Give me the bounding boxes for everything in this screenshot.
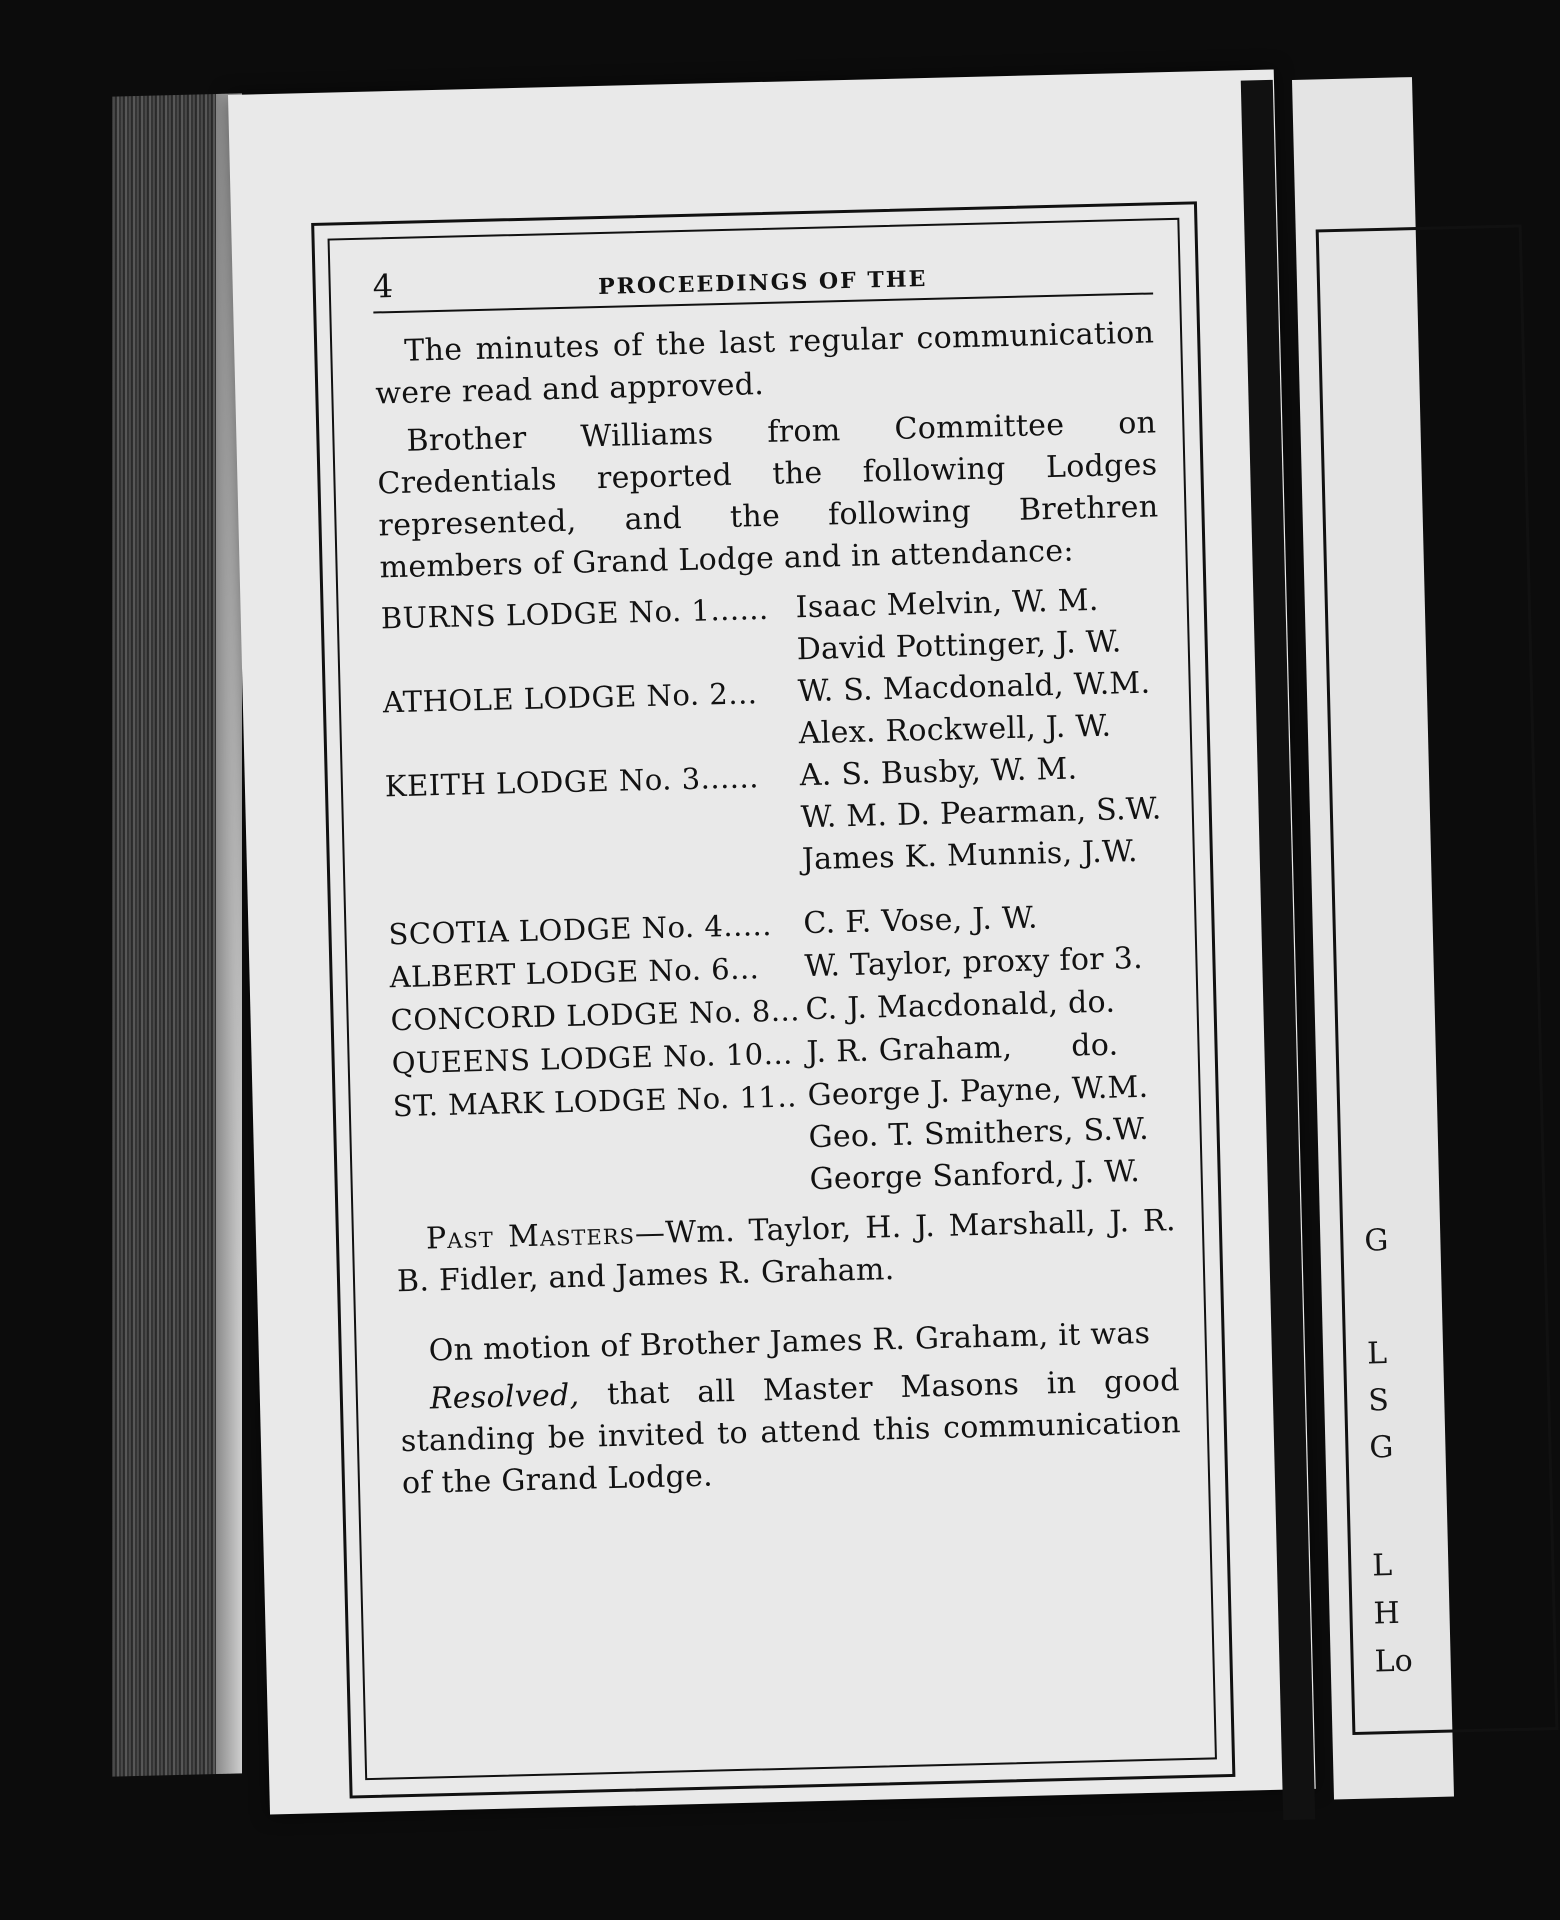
credentials-paragraph: Brother Williams from Committee on Credentials reported the following Lodges represented, and the following Brethren members of Grand Lodge and in attendance: bbox=[377, 405, 1159, 586]
minutes-paragraph: The minutes of the last regular communication were read and approved. bbox=[374, 315, 1155, 412]
facing-page-fragment: Lo bbox=[1374, 1643, 1414, 1680]
representative: Alex. Rockwell, J. W. bbox=[798, 708, 1112, 752]
facing-page-fragment: G bbox=[1369, 1429, 1394, 1466]
lodge-name: ATHOLE LODGE No. 2... bbox=[382, 676, 758, 720]
facing-page-fragment: L bbox=[1371, 1547, 1393, 1584]
facing-page-frame bbox=[1316, 224, 1559, 1735]
representative: W. S. Macdonald, W.M. bbox=[797, 665, 1151, 710]
page-number: 4 bbox=[372, 267, 394, 306]
representative: C. J. Macdonald, do. bbox=[805, 984, 1116, 1028]
motion-intro: On motion of Brother James R. Graham, it was bbox=[428, 1315, 1151, 1369]
representative: James K. Munnis, J.W. bbox=[801, 834, 1139, 878]
facing-page-fragment: L bbox=[1366, 1336, 1388, 1372]
lodge-representatives bbox=[795, 578, 1162, 671]
facing-page-fragment: H bbox=[1373, 1595, 1401, 1632]
lodge-name: SCOTIA LODGE No. 4..... bbox=[388, 907, 773, 952]
representative: W. M. D. Pearman, S.W. bbox=[800, 791, 1162, 836]
running-title: PROCEEDINGS OF THE bbox=[597, 265, 928, 301]
lodge-representatives bbox=[807, 1066, 1175, 1201]
lodge-name: ALBERT LODGE No. 6... bbox=[389, 951, 760, 995]
lodge-representatives bbox=[797, 662, 1164, 755]
lodge-list bbox=[380, 578, 1175, 1211]
facing-page-fragment: G bbox=[1363, 1222, 1389, 1259]
book-page bbox=[228, 69, 1316, 1814]
representative: Isaac Melvin, W. M. bbox=[795, 582, 1100, 626]
past-masters-text: —Wm. Taylor, H. J. Marshall, J. R. B. Fidler, and James R. Graham. bbox=[396, 1203, 1177, 1300]
lodge-name: QUEENS LODGE No. 10... bbox=[391, 1036, 794, 1081]
lodge-name: BURNS LODGE No. 1...... bbox=[380, 591, 770, 636]
lodge-name: CONCORD LODGE No. 8... bbox=[390, 993, 801, 1038]
representative: C. F. Vose, J. W. bbox=[802, 900, 1039, 942]
page-content bbox=[372, 242, 1182, 1511]
resolved-label: Resolved, bbox=[429, 1377, 580, 1417]
representative: David Pottinger, J. W. bbox=[796, 624, 1122, 668]
facing-page bbox=[1292, 77, 1454, 1799]
past-masters-paragraph bbox=[396, 1200, 1178, 1303]
resolved-text: that all Master Masons in good standing be invited to attend this communication of the Grand Lodge. bbox=[400, 1363, 1182, 1502]
representative: A. S. Busby, W. M. bbox=[799, 751, 1078, 794]
lodge-entry bbox=[392, 1066, 1175, 1211]
facing-page-fragment: S bbox=[1367, 1383, 1390, 1419]
representative: J. R. Graham, do. bbox=[806, 1027, 1119, 1071]
resolution-paragraph bbox=[399, 1360, 1182, 1505]
representative: George Sanford, J. W. bbox=[809, 1154, 1141, 1198]
representative: W. Taylor, proxy for 3. bbox=[804, 940, 1144, 985]
lodge-name: ST. MARK LODGE No. 11.. bbox=[392, 1079, 798, 1124]
representative: Geo. T. Smithers, S.W. bbox=[808, 1111, 1150, 1156]
past-masters-label: Past Masters bbox=[425, 1216, 636, 1257]
lodge-name: KEITH LODGE No. 3...... bbox=[384, 760, 760, 804]
book-page-edges bbox=[112, 93, 242, 1776]
lodge-entry bbox=[384, 746, 1167, 891]
lodge-representatives bbox=[799, 746, 1167, 881]
representative: George J. Payne, W.M. bbox=[807, 1069, 1149, 1114]
